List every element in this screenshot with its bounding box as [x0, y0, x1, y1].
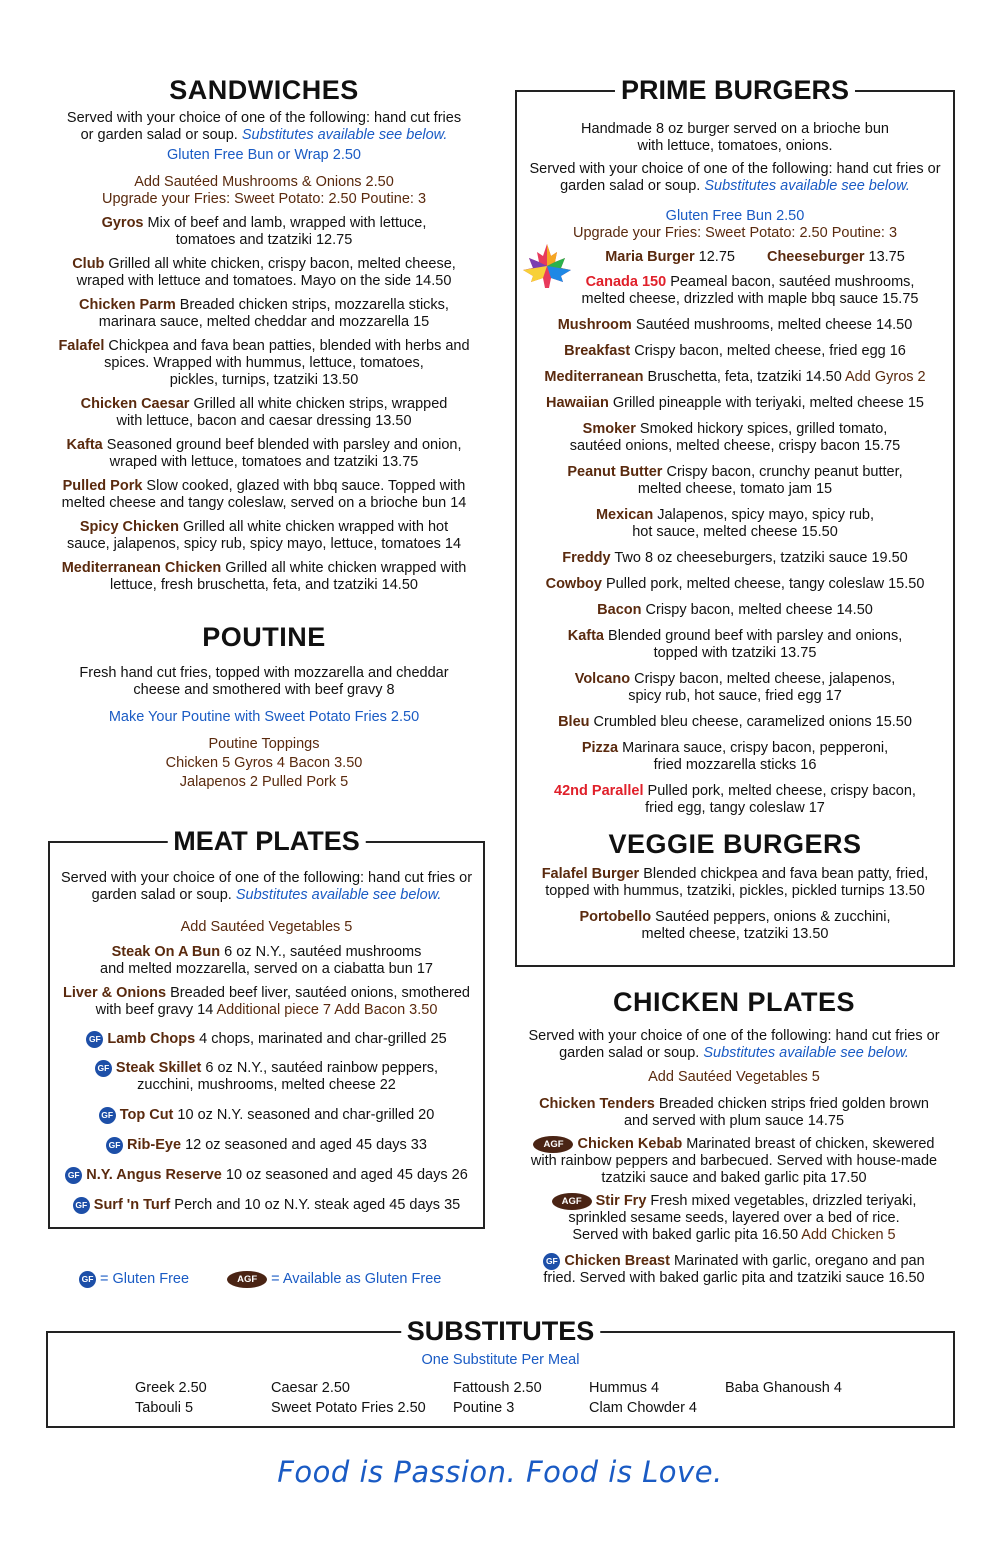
- burger-desc: Bruschetta, feta, tzatziki 14.50: [643, 369, 842, 385]
- burger-name: Mushroom: [557, 317, 632, 333]
- chicken-item: [514, 1096, 954, 1130]
- burger-desc: Peameal bacon, sautéed mushrooms,: [666, 274, 915, 290]
- sandwich-desc: Mix of beef and lamb, wrapped with lettuce,: [143, 215, 427, 231]
- veggie-burgers-title: VEGGIE BURGERS: [608, 829, 862, 859]
- sandwich-item: [40, 256, 488, 290]
- burger-desc: Two 8 oz cheeseburgers, tzatziki sauce 19.50: [610, 550, 908, 566]
- burger-name: Hawaiian: [545, 395, 609, 411]
- gf-badge: GF: [543, 1253, 560, 1270]
- sandwiches-intro: Served with your choice of one of the following: hand cut fries: [66, 110, 462, 126]
- meat-item-name: Top Cut: [119, 1107, 174, 1123]
- burger-desc: Crispy bacon, melted cheese, jalapenos,: [630, 671, 896, 687]
- legend-gf-text: = Gluten Free: [100, 1271, 190, 1287]
- meat-item-desc: with beef gravy 14: [95, 1002, 214, 1018]
- meat-item-extra: Additional piece 7 Add Bacon 3.50: [213, 1002, 438, 1018]
- sandwich-desc: Grilled all white chicken strips, wrapped: [189, 396, 448, 412]
- burger-name: Freddy: [562, 550, 611, 566]
- burger-desc: melted cheese, tomato jam 15: [637, 481, 833, 497]
- agf-badge: AGF: [227, 1271, 267, 1288]
- poutine-toppings-1: Chicken 5 Gyros 4 Bacon 3.50: [165, 755, 363, 771]
- sandwiches-substitutes-note: Substitutes available see below.: [241, 127, 448, 143]
- burger-desc: Sautéed mushrooms, melted cheese 14.50: [631, 317, 913, 333]
- burger-desc: hot sauce, melted cheese 15.50: [632, 524, 838, 540]
- meat-item-name: Surf 'n Turf: [93, 1197, 171, 1213]
- tagline: Food is Passion. Food is Love.: [277, 1455, 723, 1489]
- sandwich-desc: pickles, turnips, tzatziki 13.50: [169, 372, 359, 388]
- burger-item: [517, 671, 953, 705]
- burger-extra: Add Gyros 2: [841, 369, 926, 385]
- burger-desc: Crispy bacon, melted cheese, fried egg 16: [630, 343, 906, 359]
- burger-item: [517, 317, 953, 334]
- burger-desc: spicy rub, hot sauce, fried egg 17: [628, 688, 842, 704]
- veggie-desc: topped with hummus, tzatziki, pickles, pickled turnips 13.50: [545, 883, 925, 899]
- burger-item: [517, 602, 953, 619]
- meat-plates-box: [48, 826, 485, 1229]
- burger-desc: Jalapenos, spicy mayo, spicy rub,: [653, 507, 875, 523]
- burger-name: Bleu: [558, 714, 590, 730]
- sandwich-desc: Breaded chicken strips, mozzarella sticks,: [175, 297, 449, 313]
- sandwiches-title: SANDWICHES: [169, 75, 359, 105]
- sandwich-desc: Grilled all white chicken wrapped with hot: [178, 519, 449, 535]
- chicken-desc: and served with plum sauce 14.75: [623, 1113, 845, 1129]
- meat-item-desc: 12 oz seasoned and aged 45 days 33: [181, 1137, 427, 1153]
- sandwich-item: [40, 437, 488, 471]
- veggie-desc: melted cheese, tzatziki 13.50: [641, 926, 829, 942]
- meat-item: [50, 1197, 483, 1214]
- gf-badge: GF: [95, 1060, 112, 1077]
- prime-burgers-box: [515, 75, 955, 967]
- sandwich-item: [40, 396, 488, 430]
- meat-item-name: Steak Skillet: [115, 1060, 202, 1076]
- meat-item-name: Liver & Onions: [62, 985, 167, 1001]
- sandwich-desc: wraped with lettuce and tomatoes. Mayo on the side 14.50: [76, 273, 452, 289]
- sandwiches-add-mushrooms: Add Sautéed Mushrooms & Onions 2.50: [134, 174, 394, 190]
- meat-item-desc: 10 oz seasoned and aged 45 days 26: [221, 1167, 468, 1183]
- burger-substitutes-note: Substitutes available see below.: [704, 178, 910, 194]
- chicken-desc: with rainbow peppers and barbecued. Served with house-made: [530, 1153, 938, 1169]
- substitute-item: Fattoush 2.50: [453, 1380, 542, 1396]
- agf-badge: AGF: [552, 1193, 592, 1210]
- burger-upgrade: Upgrade your Fries: Sweet Potato: 2.50 Poutine: 3: [572, 225, 898, 241]
- burger-desc: Marinara sauce, crispy bacon, pepperoni,: [618, 740, 889, 756]
- sandwich-desc: Seasoned ground beef blended with parsley and onion,: [102, 437, 462, 453]
- sandwich-item: [40, 560, 488, 594]
- burger-name: Volcano: [574, 671, 631, 687]
- burger-item: [517, 576, 953, 593]
- meat-plates-content: [50, 870, 483, 1214]
- chicken-intro: Served with your choice of one of the following: hand cut fries or: [528, 1028, 940, 1044]
- chicken-desc: fried. Served with baked garlic pita and tzatziki sauce 16.50: [543, 1270, 925, 1286]
- burger-intro-1: Handmade 8 oz burger served on a brioche bun: [581, 121, 889, 137]
- chicken-plates-title: CHICKEN PLATES: [612, 987, 855, 1017]
- gf-badge: GF: [79, 1271, 96, 1288]
- poutine-title: POUTINE: [202, 622, 326, 652]
- burger-desc: sautéed onions, melted cheese, crispy bacon 15.75: [569, 438, 901, 454]
- chicken-plates-section: [514, 987, 954, 1287]
- meat-plates-title: MEAT PLATES: [167, 826, 366, 857]
- burger-item: [517, 421, 953, 455]
- chicken-intro-2: garden salad or soup.: [559, 1045, 700, 1061]
- sandwich-item: [40, 297, 488, 331]
- poutine-toppings-2: Jalapenos 2 Pulled Pork 5: [179, 774, 349, 790]
- meat-item-desc: 6 oz N.Y., sautéed rainbow peppers,: [201, 1060, 439, 1076]
- chicken-desc: Served with baked garlic pita 16.50: [572, 1227, 799, 1243]
- meat-item-desc: 10 oz N.Y. seasoned and char-grilled 20: [173, 1107, 435, 1123]
- chicken-name: Chicken Kebab: [577, 1136, 683, 1152]
- sandwich-desc: Grilled all white chicken, crispy bacon, melted cheese,: [104, 256, 456, 272]
- meat-item: [50, 944, 483, 978]
- sandwich-item: [40, 519, 488, 553]
- poutine-desc-2: cheese and smothered with beef gravy 8: [133, 682, 395, 698]
- substitutes-note: One Substitute Per Meal: [421, 1352, 580, 1368]
- meat-item-name: Rib-Eye: [127, 1137, 182, 1153]
- burger-intro-4: garden salad or soup.: [560, 178, 701, 194]
- gf-badge: GF: [106, 1137, 123, 1154]
- meat-item: [50, 1167, 483, 1184]
- meat-item-desc: Perch and 10 oz N.Y. steak aged 45 days 35: [170, 1197, 461, 1213]
- meat-substitutes-note: Substitutes available see below.: [235, 887, 442, 903]
- burger-name: Peanut Butter: [567, 464, 663, 480]
- sandwich-name: Pulled Pork: [62, 478, 143, 494]
- burger-intro-3: Served with your choice of one of the following: hand cut fries or: [529, 161, 941, 177]
- meat-item: [50, 985, 483, 1019]
- gf-badge: GF: [73, 1197, 90, 1214]
- sandwiches-gf-bun: Gluten Free Bun or Wrap 2.50: [167, 147, 361, 163]
- burger-item: [517, 628, 953, 662]
- meat-intro-2: garden salad or soup.: [91, 887, 232, 903]
- sandwich-name: Falafel: [58, 338, 105, 354]
- burger-item: [517, 714, 953, 731]
- burger-item: [517, 249, 953, 266]
- substitute-item: Clam Chowder 4: [589, 1400, 697, 1416]
- prime-burgers-title: PRIME BURGERS: [615, 75, 855, 106]
- veggie-desc: Blended chickpea and fava bean patty, fried,: [639, 866, 929, 882]
- chicken-add-veg: Add Sautéed Vegetables 5: [648, 1069, 820, 1085]
- meat-item: [50, 1107, 483, 1124]
- substitute-item: Caesar 2.50: [271, 1380, 350, 1396]
- burger-desc: Pulled pork, melted cheese, tangy coleslaw 15.50: [601, 576, 925, 592]
- meat-item-desc: 4 chops, marinated and char-grilled 25: [195, 1031, 447, 1047]
- veggie-item: [517, 866, 953, 900]
- burger-item: [517, 395, 953, 412]
- burger-name: 42nd Parallel: [554, 783, 644, 799]
- meat-item: [50, 1137, 483, 1154]
- burger-name: Kafta: [567, 628, 604, 644]
- gf-badge: GF: [99, 1107, 116, 1124]
- gf-badge: GF: [65, 1167, 82, 1184]
- chicken-substitutes-note: Substitutes available see below.: [703, 1045, 909, 1061]
- chicken-desc: Breaded chicken strips fried golden brown: [654, 1096, 929, 1112]
- burger-price: 13.75: [864, 249, 905, 265]
- sandwich-desc: Chickpea and fava bean patties, blended with herbs and: [104, 338, 470, 354]
- meat-item-desc: and melted mozzarella, served on a ciabatta bun 17: [100, 961, 433, 977]
- meat-intro: Served with your choice of one of the following: hand cut fries or: [60, 870, 473, 886]
- sandwich-desc: wraped with lettuce, tomatoes and tzatziki 13.75: [109, 454, 419, 470]
- substitutes-title: SUBSTITUTES: [401, 1316, 601, 1347]
- chicken-item: [514, 1136, 954, 1187]
- chicken-desc: sprinkled sesame seeds, layered over a bed of rice.: [568, 1210, 900, 1226]
- poutine-toppings-title: Poutine Toppings: [208, 736, 320, 752]
- burger-desc: Smoked hickory spices, grilled tomato,: [635, 421, 888, 437]
- burger-desc: Pulled pork, melted cheese, crispy bacon,: [643, 783, 916, 799]
- chicken-name: Chicken Tenders: [539, 1096, 655, 1112]
- chicken-item: [514, 1253, 954, 1287]
- sandwich-desc: lettuce, fresh bruschetta, feta, and tzatziki 14.50: [110, 577, 418, 593]
- sandwich-desc: sauce, jalapenos, spicy rub, spicy mayo, lettuce, tomatoes 14: [66, 536, 462, 552]
- sandwich-item: [40, 478, 488, 512]
- chicken-name: Chicken Breast: [564, 1253, 670, 1269]
- poutine-sweet-potato: Make Your Poutine with Sweet Potato Fries 2.50: [108, 709, 420, 725]
- burger-name: Canada 150: [585, 274, 667, 290]
- burger-desc: Grilled pineapple with teriyaki, melted cheese 15: [608, 395, 924, 411]
- sandwich-desc: marinara sauce, melted cheddar and mozzarella 15: [98, 314, 430, 330]
- burger-item: [517, 369, 953, 386]
- meat-item-name: Lamb Chops: [107, 1031, 196, 1047]
- substitute-item: Greek 2.50: [135, 1380, 207, 1396]
- meat-item: [50, 1031, 483, 1048]
- sandwiches-intro-2: or garden salad or soup.: [80, 127, 238, 143]
- burger-name: Breakfast: [564, 343, 631, 359]
- chicken-item: [514, 1193, 954, 1244]
- agf-badge: AGF: [533, 1136, 573, 1153]
- burger-desc: Crispy bacon, melted cheese 14.50: [641, 602, 873, 618]
- burger-desc: Blended ground beef with parsley and onions,: [604, 628, 903, 644]
- burger-desc: fried egg, tangy coleslaw 17: [645, 800, 825, 816]
- sandwich-desc: Grilled all white chicken wrapped with: [221, 560, 467, 576]
- veggie-desc: Sautéed peppers, onions & zucchini,: [651, 909, 891, 925]
- burger-desc: fried mozzarella sticks 16: [653, 757, 817, 773]
- substitute-item: Sweet Potato Fries 2.50: [271, 1400, 426, 1416]
- chicken-desc: Marinated with garlic, oregano and pan: [669, 1253, 925, 1269]
- sandwich-name: Spicy Chicken: [79, 519, 179, 535]
- burger-name: Cheeseburger: [766, 249, 865, 265]
- chicken-desc: Marinated breast of chicken, skewered: [682, 1136, 935, 1152]
- gf-badge: GF: [86, 1031, 103, 1048]
- maple-leaf-icon: [521, 240, 573, 292]
- burger-item: [517, 550, 953, 567]
- chicken-desc: Fresh mixed vegetables, drizzled teriyaki,: [646, 1193, 917, 1209]
- sandwich-desc: tomatoes and tzatziki 12.75: [175, 232, 353, 248]
- meat-item-name: Steak On A Bun: [111, 944, 221, 960]
- meat-item-name: N.Y. Angus Reserve: [86, 1167, 222, 1183]
- burger-intro-2: with lettuce, tomatoes, onions.: [637, 138, 833, 154]
- legend: [79, 1271, 441, 1288]
- burger-item: [517, 783, 953, 817]
- meat-item-desc: zucchini, mushrooms, melted cheese 22: [137, 1077, 396, 1093]
- substitute-item: Hummus 4: [589, 1380, 660, 1396]
- burger-name: Pizza: [581, 740, 619, 756]
- sandwich-desc: spices. Wrapped with hummus, lettuce, tomatoes,: [104, 355, 424, 371]
- burger-gf-bun: Gluten Free Bun 2.50: [665, 208, 805, 224]
- burger-name: Cowboy: [545, 576, 602, 592]
- meat-item-desc: 6 oz N.Y., sautéed mushrooms: [220, 944, 422, 960]
- burger-item: [517, 343, 953, 360]
- burger-desc: Crumbled bleu cheese, caramelized onions 15.50: [589, 714, 912, 730]
- sandwich-desc: with lettuce, bacon and caesar dressing 13.50: [116, 413, 412, 429]
- meat-add-veg: Add Sautéed Vegetables 5: [180, 919, 353, 935]
- poutine-section: [40, 622, 488, 791]
- burger-price: 12.75: [694, 249, 735, 265]
- burger-desc: topped with tzatziki 13.75: [653, 645, 817, 661]
- veggie-item: [517, 909, 953, 943]
- burger-name: Smoker: [582, 421, 636, 437]
- burger-name: Mediterranean: [544, 369, 644, 385]
- sandwich-name: Mediterranean Chicken: [61, 560, 222, 576]
- sandwich-desc: melted cheese and tangy coleslaw, served on a brioche bun 14: [61, 495, 467, 511]
- sandwiches-upgrade: Upgrade your Fries: Sweet Potato: 2.50 Poutine: 3: [101, 191, 427, 207]
- substitute-item: Poutine 3: [453, 1400, 515, 1416]
- sandwich-name: Club: [72, 256, 105, 272]
- poutine-desc: Fresh hand cut fries, topped with mozzarella and cheddar: [79, 665, 449, 681]
- substitutes-box: [46, 1316, 955, 1428]
- burger-item: [517, 507, 953, 541]
- substitute-item: Tabouli 5: [135, 1400, 194, 1416]
- burger-name: Bacon: [597, 602, 642, 618]
- sandwich-item: [40, 215, 488, 249]
- burger-item: [517, 464, 953, 498]
- veggie-name: Portobello: [579, 909, 652, 925]
- prime-burgers-content: [517, 121, 953, 943]
- sandwich-name: Kafta: [66, 437, 103, 453]
- sandwich-name: Gyros: [101, 215, 144, 231]
- sandwich-name: Chicken Parm: [79, 297, 176, 313]
- meat-item: [50, 1060, 483, 1094]
- sandwich-item: [40, 338, 488, 389]
- chicken-name: Stir Fry: [595, 1193, 647, 1209]
- sandwiches-section: [40, 75, 488, 594]
- veggie-name: Falafel Burger: [541, 866, 640, 882]
- burger-item: [517, 274, 953, 308]
- burger-name: Mexican: [595, 507, 654, 523]
- substitute-item: Baba Ghanoush 4: [725, 1380, 842, 1396]
- burger-name: Maria Burger: [605, 249, 695, 265]
- burger-item: [517, 740, 953, 774]
- sandwich-name: Chicken Caesar: [80, 396, 190, 412]
- sandwich-desc: Slow cooked, glazed with bbq sauce. Topped with: [142, 478, 466, 494]
- legend-agf-text: = Available as Gluten Free: [271, 1271, 442, 1287]
- chicken-extra: Add Chicken 5: [798, 1227, 896, 1243]
- meat-item-desc: Breaded beef liver, sautéed onions, smothered: [166, 985, 471, 1001]
- burger-desc: melted cheese, drizzled with maple bbq sauce 15.75: [581, 291, 919, 307]
- burger-desc: Crispy bacon, crunchy peanut butter,: [662, 464, 903, 480]
- chicken-desc: tzatziki sauce and baked garlic pita 17.50: [601, 1170, 867, 1186]
